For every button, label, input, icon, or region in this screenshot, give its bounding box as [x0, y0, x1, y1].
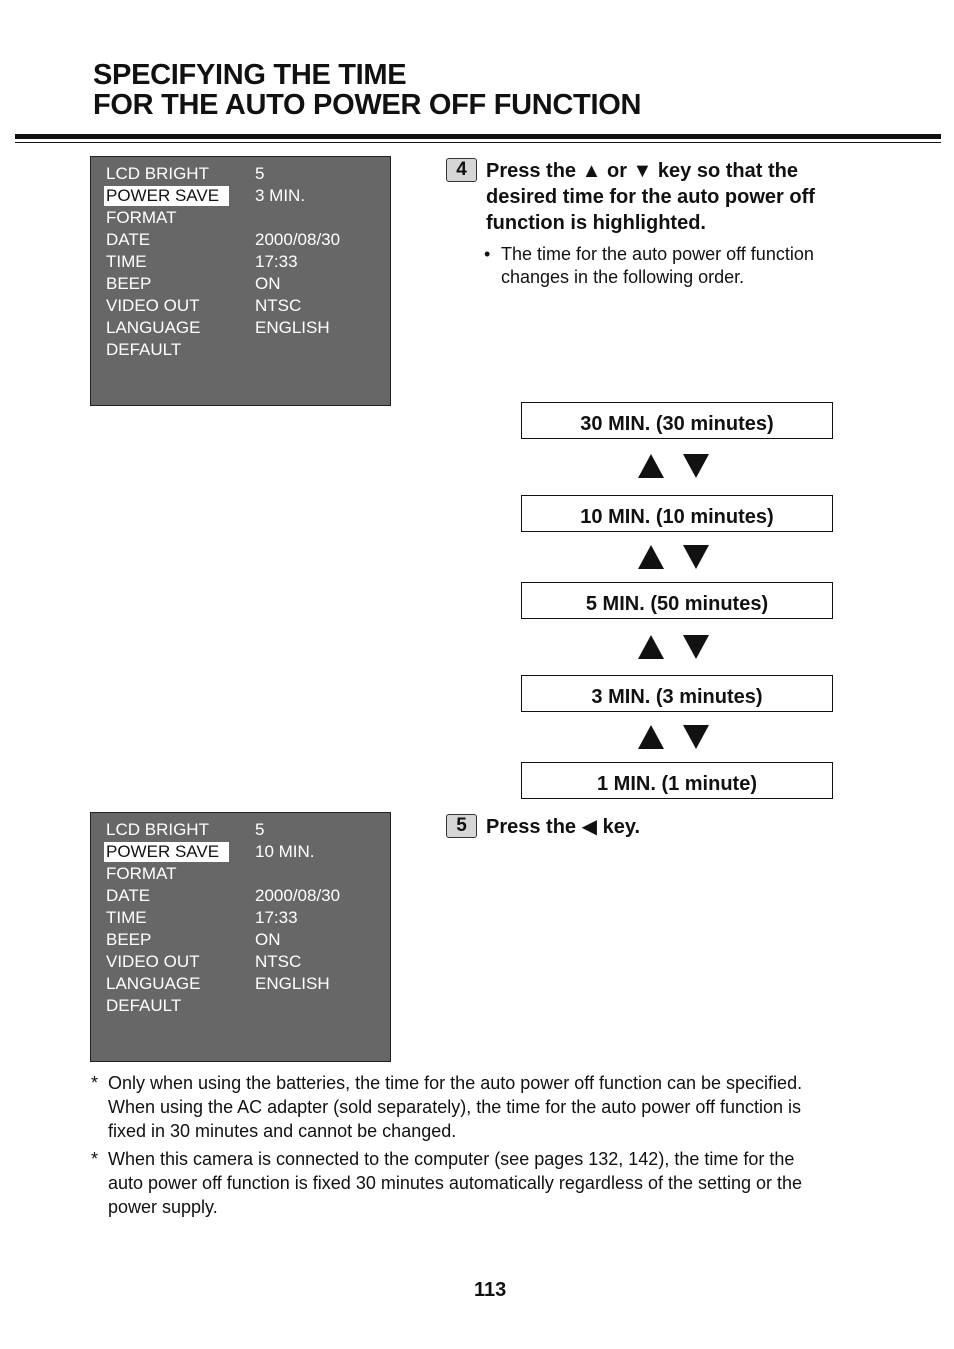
menu-row	[104, 886, 384, 906]
menu-row	[104, 864, 384, 884]
menu-screen-before	[90, 156, 391, 406]
menu-value: NTSC	[255, 952, 302, 971]
up-triangle-icon	[638, 635, 664, 659]
down-triangle-icon: ▼	[632, 160, 653, 182]
menu-row	[104, 930, 384, 950]
menu-label: LCD BRIGHT	[106, 164, 209, 183]
menu-row	[104, 318, 384, 338]
step-4-instruction	[486, 158, 886, 236]
up-triangle-icon: ▲	[581, 160, 602, 182]
footnote-text	[108, 1071, 888, 1143]
menu-value: 5	[255, 820, 265, 839]
title-rule-thin	[15, 142, 941, 143]
bullet-text	[501, 243, 881, 289]
footnote-line: When using the AC adapter (sold separately), the time for the auto power off function is	[108, 1097, 802, 1117]
down-triangle-icon	[683, 635, 709, 659]
footnote-line: Only when using the batteries, the time for the auto power off function can be specified.	[108, 1073, 803, 1093]
menu-value: 10 MIN.	[255, 842, 315, 861]
option-30-min: 30 MIN. (30 minutes)	[521, 402, 833, 439]
step-4-text-b: or	[606, 160, 627, 182]
step-4-line-1	[486, 158, 886, 184]
step-4-line-2: desired time for the auto power off	[486, 186, 815, 208]
down-triangle-icon	[683, 725, 709, 749]
menu-row	[104, 340, 384, 360]
option-1-min: 1 MIN. (1 minute)	[521, 762, 833, 799]
menu-value: ENGLISH	[255, 974, 330, 993]
menu-value: 2000/08/30	[255, 886, 341, 905]
menu-value: ON	[255, 930, 281, 949]
menu-row	[104, 274, 384, 294]
step-5-text-b: key.	[602, 816, 641, 838]
menu-row	[104, 164, 384, 184]
bullet-symbol: •	[484, 244, 491, 264]
menu-label: BEEP	[106, 274, 152, 293]
menu-label: DATE	[106, 886, 151, 905]
footnote-line: When this camera is connected to the computer (see pages 132, 142), the time for the	[108, 1149, 795, 1169]
step-5-instruction	[486, 814, 640, 840]
page-title	[93, 60, 641, 120]
menu-label-highlighted: POWER SAVE	[104, 186, 229, 206]
menu-row	[104, 296, 384, 316]
menu-value: ON	[255, 274, 281, 293]
menu-value: ENGLISH	[255, 318, 330, 337]
menu-label: FORMAT	[106, 864, 177, 883]
arrow-pair	[638, 454, 714, 480]
menu-label: BEEP	[106, 930, 152, 949]
menu-value: 5	[255, 164, 265, 183]
menu-value: 17:33	[255, 252, 298, 271]
menu-label: VIDEO OUT	[106, 952, 200, 971]
menu-row-highlighted	[104, 842, 384, 862]
footnote-symbol: *	[91, 1149, 99, 1169]
menu-row	[104, 230, 384, 250]
down-triangle-icon	[683, 454, 709, 478]
menu-label-highlighted: POWER SAVE	[104, 842, 229, 862]
up-triangle-icon	[638, 545, 664, 569]
menu-row	[104, 908, 384, 928]
title-rule-thick	[15, 134, 941, 139]
menu-label: LCD BRIGHT	[106, 820, 209, 839]
menu-row	[104, 996, 384, 1016]
step-4-text-a: Press the	[486, 160, 577, 182]
menu-row	[104, 252, 384, 272]
menu-row	[104, 820, 384, 840]
left-triangle-icon: ◀	[581, 816, 598, 838]
option-5-min: 5 MIN. (50 minutes)	[521, 582, 833, 619]
menu-value: 17:33	[255, 908, 298, 927]
up-triangle-icon	[638, 454, 664, 478]
footnote-line: fixed in 30 minutes and cannot be changed.	[108, 1121, 457, 1141]
step-5-text-a: Press the	[486, 816, 577, 838]
menu-value: NTSC	[255, 296, 302, 315]
arrow-pair	[638, 725, 714, 751]
menu-screen-after	[90, 812, 391, 1062]
menu-label: TIME	[106, 252, 147, 271]
menu-label: TIME	[106, 908, 147, 927]
footnote-line: power supply.	[108, 1197, 218, 1217]
menu-value: 2000/08/30	[255, 230, 341, 249]
footnote-line: auto power off function is fixed 30 minutes automatically regardless of the setting or the	[108, 1173, 803, 1193]
page-number: 113	[474, 1279, 507, 1301]
footnote-text	[108, 1147, 888, 1219]
menu-label: FORMAT	[106, 208, 177, 227]
arrow-pair	[638, 545, 714, 571]
menu-label: DEFAULT	[106, 340, 182, 359]
menu-row	[104, 208, 384, 228]
step-4-text-c: key so that the	[657, 160, 798, 182]
step-4-line-3: function is highlighted.	[486, 212, 706, 234]
option-10-min: 10 MIN. (10 minutes)	[521, 495, 833, 532]
menu-label: DEFAULT	[106, 996, 182, 1015]
down-triangle-icon	[683, 545, 709, 569]
menu-label: LANGUAGE	[106, 318, 201, 337]
menu-label: VIDEO OUT	[106, 296, 200, 315]
menu-label: DATE	[106, 230, 151, 249]
menu-row	[104, 952, 384, 972]
menu-row	[104, 974, 384, 994]
menu-row-highlighted	[104, 186, 384, 206]
title-line-1: SPECIFYING THE TIME	[93, 59, 407, 91]
up-triangle-icon	[638, 725, 664, 749]
title-line-2: FOR THE AUTO POWER OFF FUNCTION	[93, 89, 642, 121]
footnote-symbol: *	[91, 1073, 99, 1093]
arrow-pair	[638, 635, 714, 661]
menu-label: LANGUAGE	[106, 974, 201, 993]
option-3-min: 3 MIN. (3 minutes)	[521, 675, 833, 712]
bullet-line-1: The time for the auto power off function	[501, 244, 814, 264]
step-5-badge: 5	[446, 814, 477, 838]
bullet-line-2: changes in the following order.	[501, 267, 745, 287]
menu-value: 3 MIN.	[255, 186, 306, 205]
step-4-badge: 4	[446, 158, 477, 182]
